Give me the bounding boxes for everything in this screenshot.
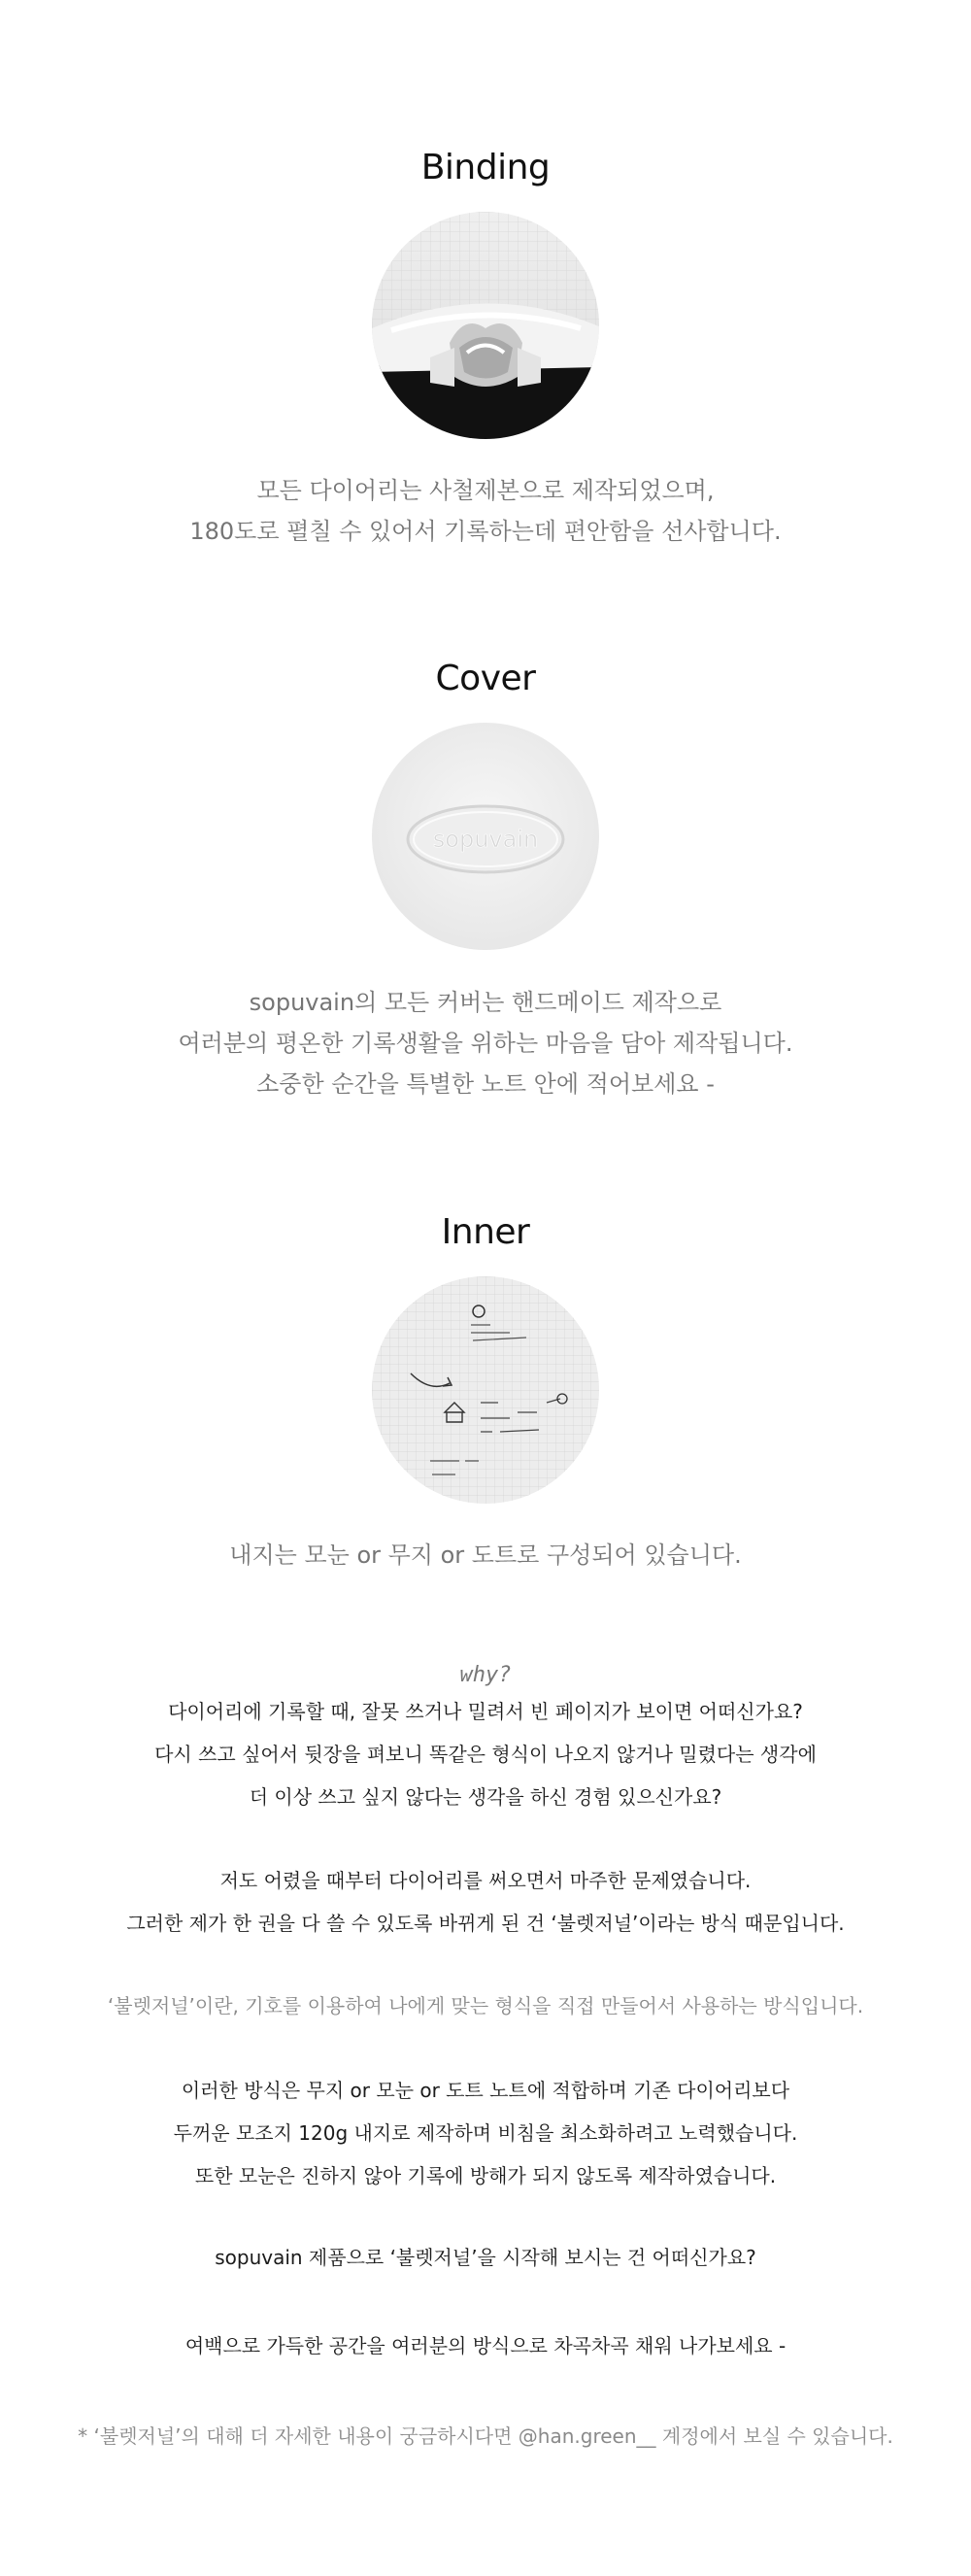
binding-line-2: 180도로 펼칠 수 있어서 기록하는데 편안함을 선사합니다. xyxy=(189,518,782,545)
story-p1-line-1: 다이어리에 기록할 때, 잘못 쓰거나 밀려서 빈 페이지가 보이면 어떠신가요? xyxy=(168,1700,803,1723)
why-heading: why? xyxy=(459,1663,512,1687)
story-paragraph-2 xyxy=(0,1859,971,1945)
story-p3-line-3: 또한 모눈은 진하지 않아 기록에 방해가 되지 않도록 제작하였습니다. xyxy=(194,2164,777,2187)
story-p3-line-2: 두꺼운 모조지 120g 내지로 제작하며 비침을 최소화하려고 노력했습니다. xyxy=(173,2121,798,2145)
story-p1-line-2: 다시 쓰고 싶어서 뒷장을 펴보니 똑같은 형식이 나오지 않거나 밀렸다는 생각에 xyxy=(154,1743,817,1766)
inner-line-1: 내지는 모눈 or 무지 or 도트로 구성되어 있습니다. xyxy=(229,1542,742,1569)
cover-line-1: sopuvain의 모든 커버는 핸드메이드 제작으로 xyxy=(249,989,722,1016)
inner-description xyxy=(0,1535,971,1576)
cover-photo xyxy=(372,723,599,950)
inner-photo-image xyxy=(372,1276,599,1504)
cover-photo-image xyxy=(372,723,599,950)
binding-photo xyxy=(372,212,599,439)
cover-line-2: 여러분의 평온한 기록생활을 위하는 마음을 담아 제작됩니다. xyxy=(178,1030,793,1057)
footnote: * ‘불렛저널’의 대해 더 자세한 내용이 궁금하시다면 @han.green__ 계정에서 보실 수 있습니다. xyxy=(78,2424,893,2448)
inner-photo xyxy=(372,1276,599,1504)
binding-title: Binding xyxy=(420,148,551,187)
story-p2-line-2: 그러한 제가 한 권을 다 쓸 수 있도록 바뀌게 된 건 ‘불렛저널’이라는 방식 때문입니다. xyxy=(126,1912,845,1935)
story-cta: sopuvain 제품으로 ‘불렛저널’을 시작해 보시는 건 어떠신가요? xyxy=(215,2246,756,2269)
story-p1-line-3: 더 이상 쓰고 싶지 않다는 생각을 하신 경험 있으신가요? xyxy=(249,1785,722,1809)
cover-line-3: 소중한 순간을 특별한 노트 안에 적어보세요 - xyxy=(256,1070,715,1098)
binding-line-1: 모든 다이어리는 사철제본으로 제작되었으며, xyxy=(256,477,715,504)
binding-photo-image xyxy=(372,212,599,439)
story-paragraph-1 xyxy=(0,1690,971,1818)
binding-description xyxy=(0,470,971,552)
story-p3-line-1: 이러한 방식은 무지 or 모눈 or 도트 노트에 적합하며 기존 다이어리보다 xyxy=(181,2079,790,2102)
story-closing: 여백으로 가득한 공간을 여러분의 방식으로 차곡차곡 채워 나가보세요 - xyxy=(184,2334,787,2357)
cover-emboss-text: sopuvain xyxy=(432,826,539,853)
story-paragraph-3 xyxy=(0,2069,971,2197)
bullet-journal-definition: ‘불렛저널’이란, 기호를 이용하여 나에게 맞는 형식을 직접 만들어서 사용하는 방식입니다. xyxy=(107,1994,864,2017)
story-p2-line-1: 저도 어렸을 때부터 다이어리를 써오면서 마주한 문제였습니다. xyxy=(219,1869,752,1892)
cover-description xyxy=(0,982,971,1104)
inner-title: Inner xyxy=(441,1212,530,1252)
cover-title: Cover xyxy=(435,659,536,698)
